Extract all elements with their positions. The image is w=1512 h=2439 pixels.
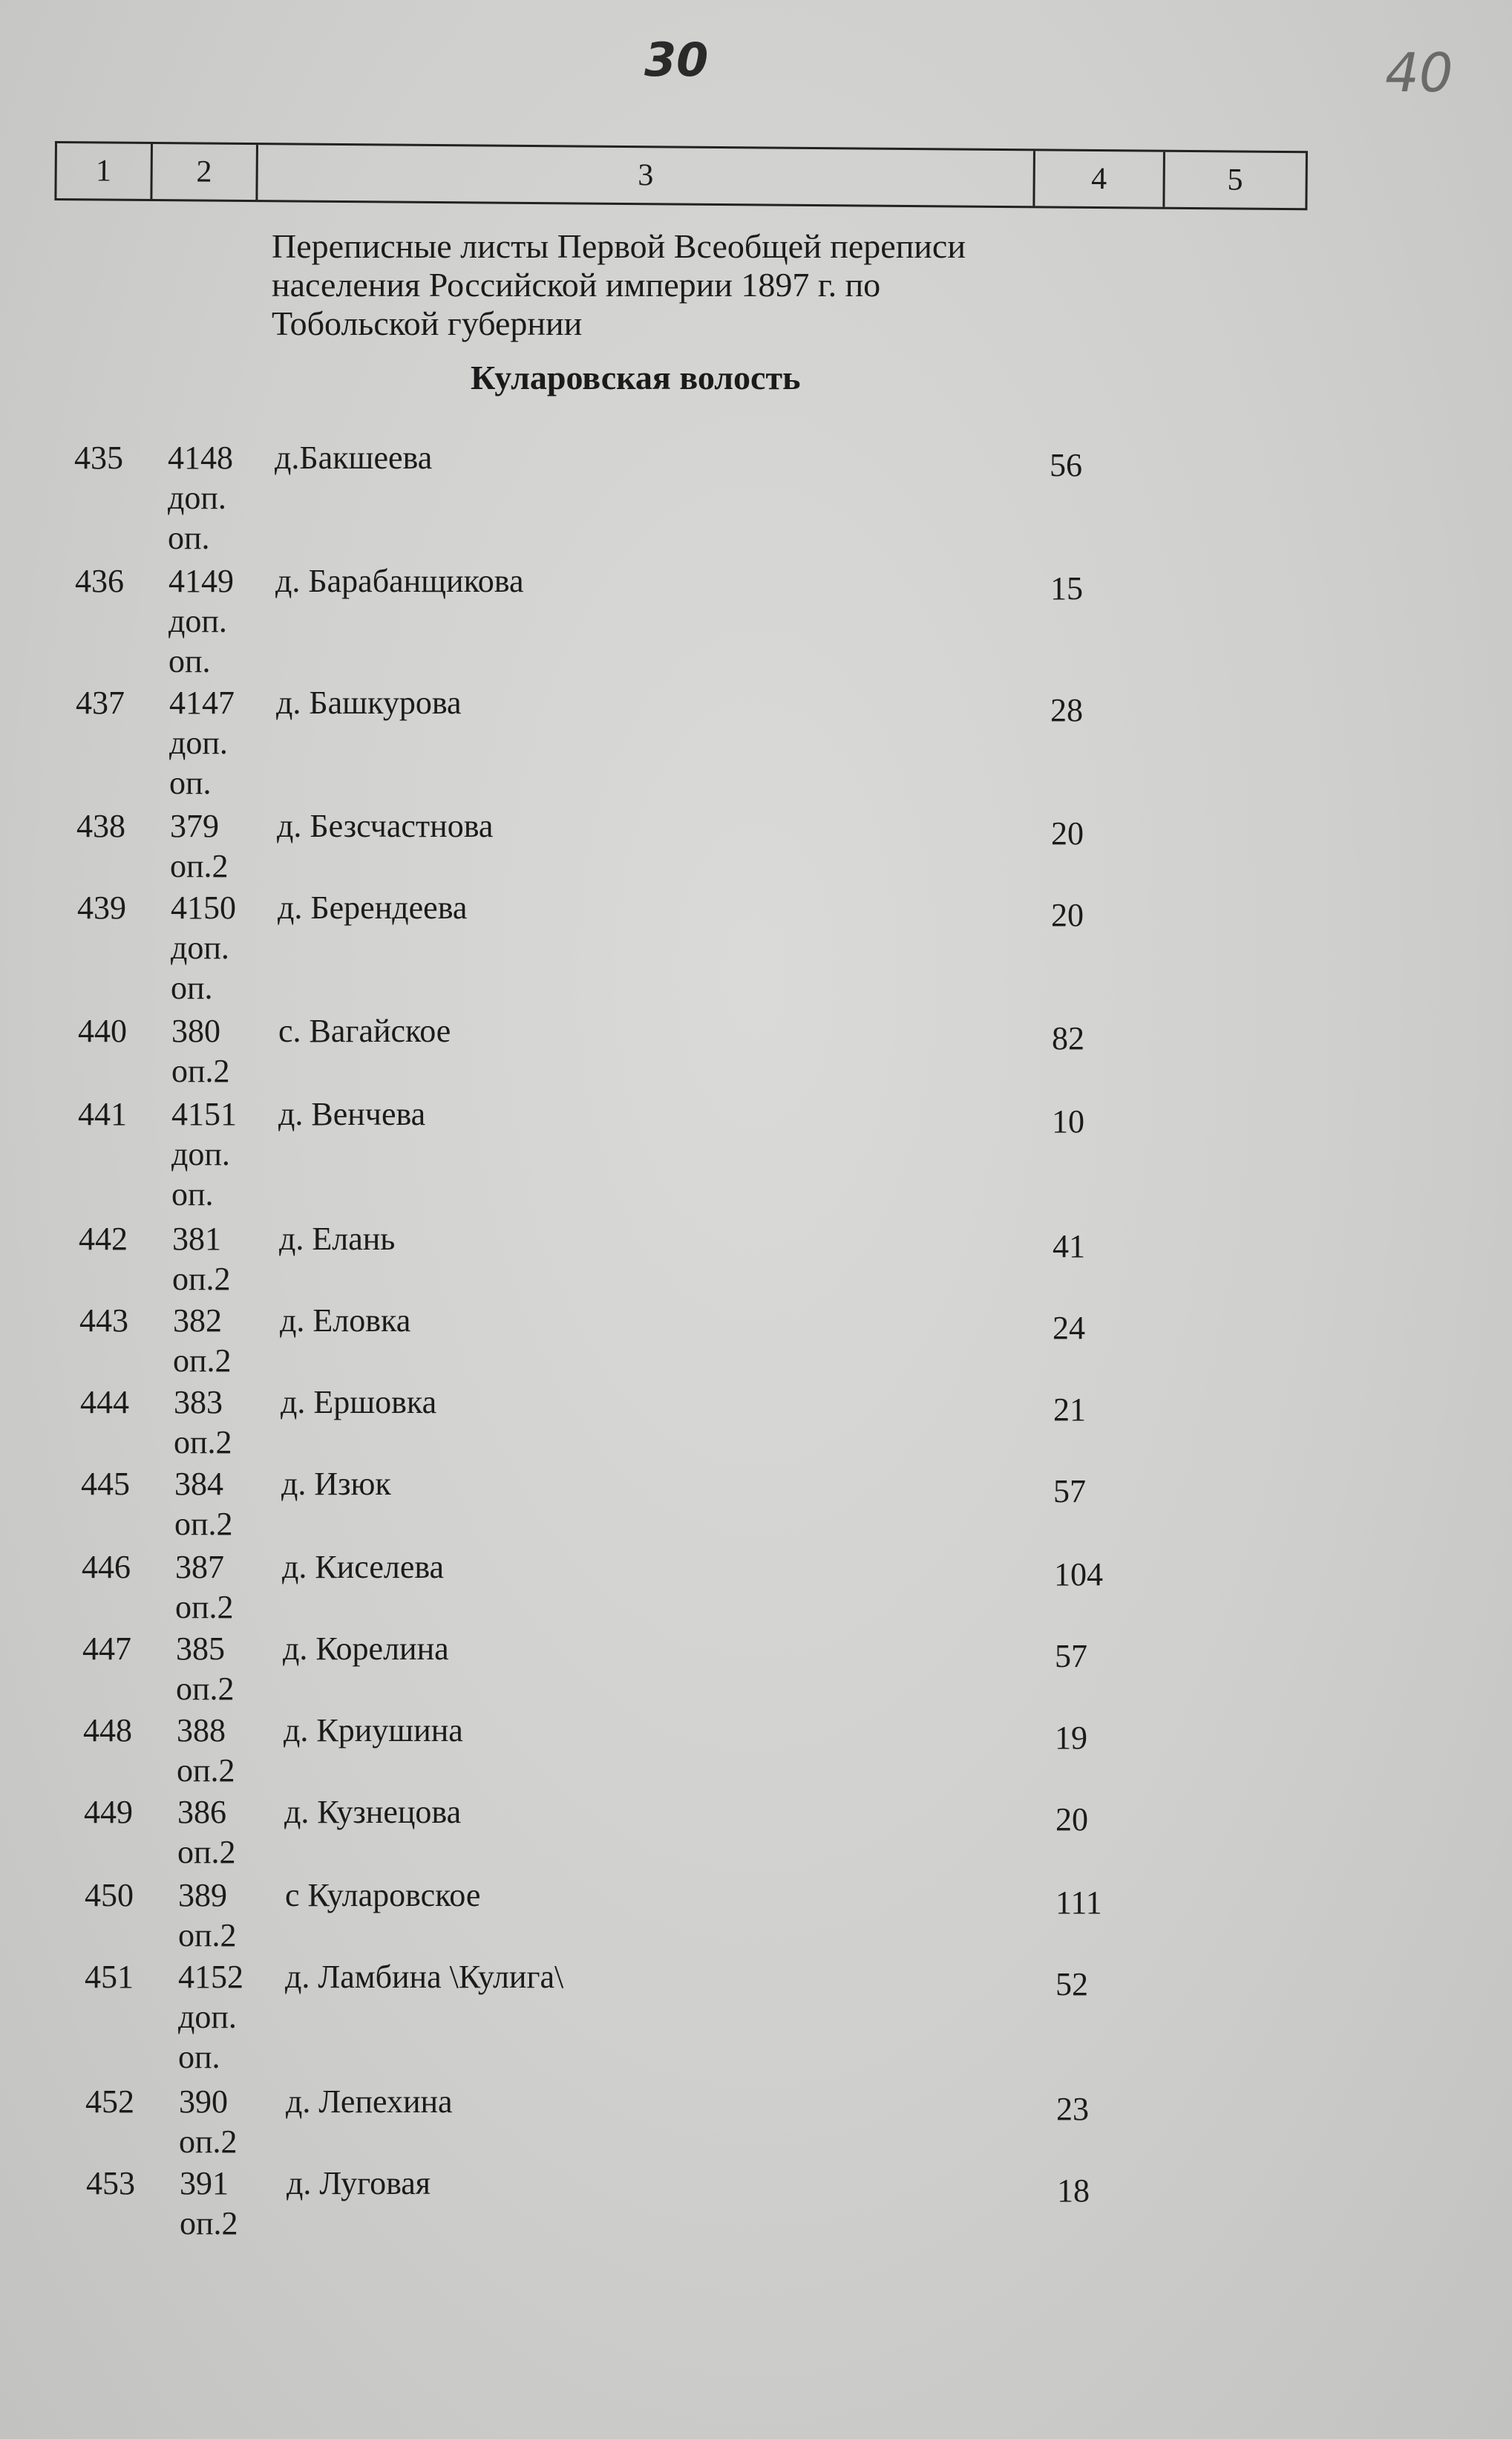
archive-reference [177,1711,281,1791]
settlement-name: д. Кузнецова [284,1794,462,1830]
record-number: 441 [78,1096,127,1132]
settlement-name: д. Киселева [282,1549,445,1585]
sheet-count: 111 [1056,1884,1102,1921]
settlement-name: д. Луговая [287,2165,431,2201]
settlement-name: с. Вагайское [278,1013,451,1049]
archive-reference-line: оп. [178,2039,220,2075]
archive-reference-line: 389 [178,1877,227,1913]
record-number: 438 [76,808,125,844]
archive-reference [172,1219,276,1299]
sheet-count: 57 [1053,1473,1086,1509]
archive-reference-line: 386 [177,1794,226,1830]
archive-reference-line: 4150 [171,889,236,926]
settlement-name: с Куларовское [285,1877,481,1913]
settlement-name: д. Ершовка [281,1384,437,1420]
archive-reference [175,1547,279,1627]
handwritten-page-number: 30 [644,33,709,87]
archive-reference-line: оп.2 [179,2123,238,2160]
archive-reference [168,438,272,558]
archive-reference-line: доп. [169,725,228,761]
archive-reference [171,1011,275,1091]
archive-reference [178,1875,282,1956]
sheet-count: 41 [1053,1228,1085,1264]
sheet-count: 20 [1056,1801,1088,1838]
sheet-count: 104 [1054,1556,1103,1593]
archive-reference-line: 380 [171,1013,220,1049]
record-number: 447 [82,1630,131,1667]
settlement-name: д. Барабанщикова [275,563,524,599]
archive-reference-line: 4152 [178,1959,243,1995]
record-number: 440 [78,1013,127,1049]
record-number: 442 [79,1221,128,1257]
archive-reference [177,1792,281,1872]
archive-reference [178,1957,282,2077]
record-number: 437 [76,685,125,721]
archive-reference-line: доп. [178,1999,237,2035]
archive-reference-line: 381 [172,1221,221,1257]
archive-reference-line: доп. [168,480,226,516]
volost-heading: Куларовская волость [471,359,801,396]
settlement-name: д. Лепехина [286,2083,453,2120]
sheet-count: 56 [1050,447,1082,483]
archive-reference [180,2164,284,2244]
archive-reference-line: оп. [169,765,212,801]
sheet-count: 82 [1052,1020,1084,1057]
sheet-count: 52 [1056,1966,1088,2002]
archive-reference-line: оп.2 [174,1424,232,1460]
archive-reference-line: оп.2 [172,1261,231,1297]
sheet-count: 23 [1056,2091,1089,2127]
settlement-name: д. Венчева [278,1096,426,1132]
archive-reference [174,1382,278,1463]
sheet-count: 20 [1051,897,1084,933]
record-number: 448 [83,1712,132,1749]
settlement-name: д. Елань [279,1221,396,1257]
archive-reference-line: 382 [173,1302,222,1339]
archive-reference [179,2082,283,2162]
record-number: 446 [82,1549,131,1585]
archive-reference-line: 379 [170,808,219,844]
archive-reference-line: оп.2 [177,1834,236,1870]
record-number: 452 [85,2083,134,2120]
settlement-name: д. Безсчастнова [277,808,494,844]
sheet-count: 19 [1055,1720,1087,1756]
column-header-1: 1 [56,143,152,199]
archive-reference-line: 383 [174,1384,223,1420]
column-header-4: 4 [1035,151,1165,206]
record-number: 449 [84,1794,133,1830]
archive-reference [176,1629,280,1709]
sheet-count: 24 [1053,1310,1085,1346]
archive-reference-line: оп.2 [171,1053,230,1089]
record-number: 445 [81,1466,130,1502]
settlement-name: д. Башкурова [276,685,462,721]
archive-reference-line: оп.2 [180,2205,238,2242]
record-number: 450 [85,1877,134,1913]
record-number: 443 [79,1302,128,1339]
sheet-count: 20 [1051,815,1084,852]
archive-reference [168,561,272,682]
record-number: 453 [86,2165,135,2201]
archive-reference [174,1464,278,1544]
archive-reference [171,888,275,1008]
archive-reference [170,806,274,887]
archive-reference-line: 385 [176,1630,225,1667]
sheet-count: 28 [1050,692,1083,728]
column-header-2: 2 [152,144,258,200]
column-header-5: 5 [1227,163,1243,197]
record-number: 451 [85,1959,134,1995]
settlement-name: д. Изюк [281,1466,391,1502]
archive-reference-line: оп. [171,1176,214,1212]
archive-reference-line: 387 [175,1549,224,1585]
sheet-count: 57 [1055,1638,1087,1674]
column-header-3: 3 [258,145,1035,206]
archive-reference-line: 4149 [168,563,234,599]
archive-reference-line: оп.2 [178,1917,237,1953]
archive-reference-line: оп. [171,970,213,1006]
archive-reference-line: 4148 [168,440,233,476]
archive-reference-line: 4147 [169,685,235,721]
record-number: 436 [75,563,124,599]
settlement-name: д. Криушина [284,1712,463,1749]
archive-reference-line: оп.2 [174,1506,233,1542]
archive-reference-line: доп. [171,1136,230,1172]
sheet-count: 15 [1050,570,1083,607]
record-number: 439 [77,889,126,926]
archive-reference-line: доп. [171,930,229,966]
archive-reference-line: оп.2 [176,1671,235,1707]
archive-reference-line: оп.2 [170,848,229,884]
archive-reference-line: 384 [174,1466,223,1502]
archive-reference-line: оп.2 [177,1752,235,1789]
archive-reference-line: 4151 [171,1096,237,1132]
section-heading: Переписные листы Первой Всеобщей переписи населения Российской империи 1897 г. по Тобольской губернии [272,227,966,342]
settlement-name: д. Еловка [280,1302,411,1339]
archive-reference-line: 388 [177,1712,226,1749]
archive-reference-line: доп. [168,603,227,639]
settlement-name: д.Бакшеева [275,440,433,476]
archive-reference-line: оп.2 [175,1589,234,1625]
sheet-count: 21 [1053,1391,1086,1428]
record-number: 435 [74,440,123,476]
settlement-name: д. Берендеева [278,889,468,926]
archive-reference-line: 390 [179,2083,228,2120]
archive-reference-line: оп.2 [173,1342,232,1379]
archive-reference [169,683,273,803]
archive-reference [173,1301,277,1381]
handwritten-sheet-number: 40 [1385,42,1453,104]
settlement-name: д. Корелина [283,1630,449,1667]
sheet-count: 18 [1057,2172,1090,2209]
sheet-count: 10 [1052,1103,1084,1140]
archive-reference-line: оп. [168,643,211,679]
column-header-row [54,141,1308,210]
record-number: 444 [80,1384,129,1420]
archive-reference-line: оп. [168,520,210,556]
settlement-name: д. Ламбина \Кулига\ [285,1959,564,1995]
archive-reference-line: 391 [180,2165,229,2201]
archive-reference [171,1094,275,1215]
